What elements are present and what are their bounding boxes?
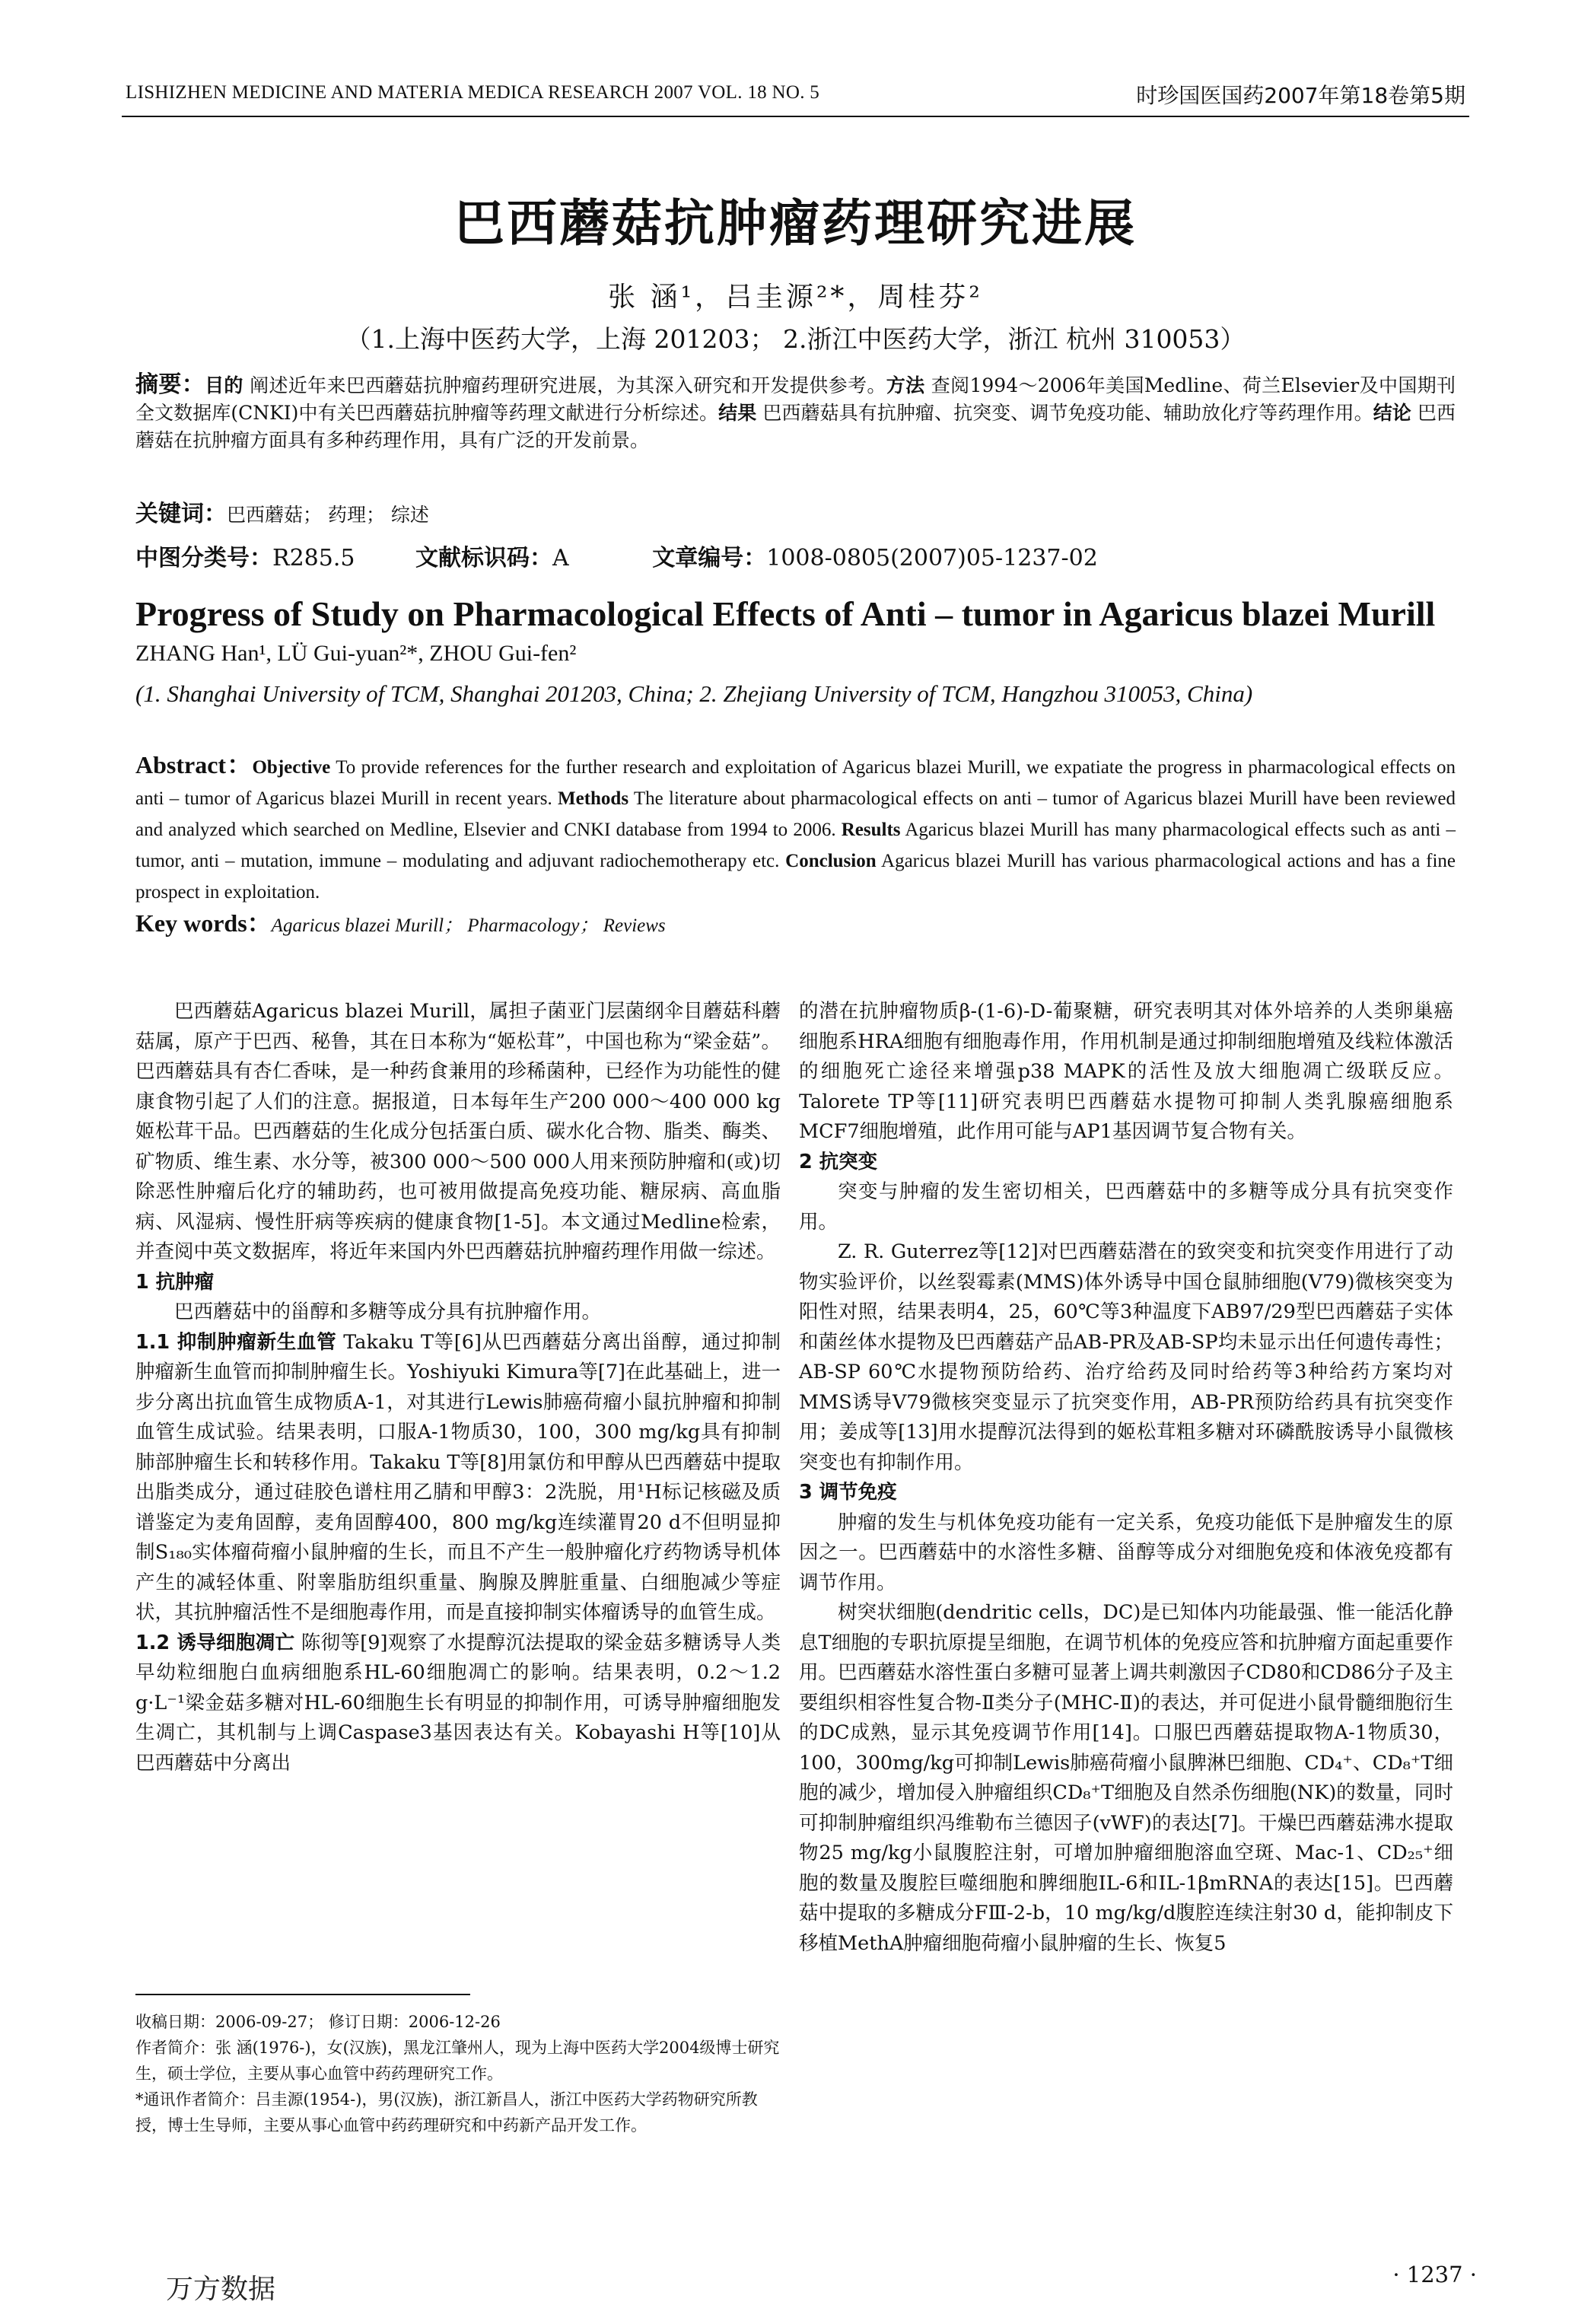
affiliations: （1.上海中医药大学，上海 201203； 2.浙江中医药大学，浙江 杭州 310053） [345, 324, 1246, 354]
section-3-paragraph-1: 肿瘤的发生与机体免疫功能有一定关系，免疫功能低下是肿瘤发生的原因之一。巴西蘑菇中的水溶性多糖、甾醇等成分对细胞免疫和体液免疫都有调节作用。 [799, 1511, 1453, 1594]
english-title: Progress of Study on Pharmacological Effects of Anti – tumor in Agaricus blazei Murill [135, 594, 1436, 633]
author-intro: 作者简介：张 涵(1976-)，女(汉族)，黑龙江肇州人，现为上海中医药大学2004级博士研究生，硕士学位，主要从事心血管中药药理研究工作。 [135, 2039, 780, 2083]
section-1-heading: 1 抗肿瘤 [135, 1270, 215, 1294]
english-keywords: Agaricus blazei Murill； Pharmacology； Reviews [271, 915, 666, 936]
section-1-paragraph: 巴西蘑菇中的甾醇和多糖等成分具有抗肿瘤作用。 [174, 1300, 602, 1323]
section-2-paragraph-1: 突变与肿瘤的发生密切相关，巴西蘑菇中的多糖等成分具有抗突变作用。 [799, 1180, 1453, 1234]
subsection-1-2: 1.2 诱导细胞凋亡 陈彻等[9]观察了水提醇沉法提取的梁金菇多糖诱导人类早幼粒细胞白血病细胞系HL-60细胞凋亡的影响。结果表明，0.2～1.2 g·L⁻¹梁金菇多糖对HL-60细胞生长有明显的抑制作用，可诱导肿瘤细胞发生凋亡，其机制与上调Caspase3基因表达有关。Kobayashi H等[10]从巴西蘑菇中分离出 [135, 1631, 781, 1775]
body-column-right [799, 997, 1453, 1959]
continued-paragraph: 的潜在抗肿瘤物质β-(1-6)-D-葡聚糖，研究表明其对体外培养的人类卵巢癌细胞系HRA细胞有细胞毒作用，作用机制是通过抑制细胞增殖及线粒体激活的细胞死亡途径来增强p38 MAPK的活性及放大细胞凋亡级联反应。Talorete TP等[11]研究表明巴西蘑菇水提物可抑制人类乳腺癌细胞系MCF7细胞增殖，此作用可能与AP1基因调节复合物有关。 [799, 1000, 1453, 1143]
body-column-left [135, 997, 781, 1778]
abstract-cn: 摘要：目的 阐述近年来巴西蘑菇抗肿瘤药理研究进展，为其深入研究和开发提供参考。方法 查阅1994～2006年美国Medline、荷兰Elsevier及中国期刊全文数据库(CNKI)中有关巴西蘑菇抗肿瘤等药理文献进行分析综述。结果 巴西蘑菇具有抗肿瘤、抗突变、调节免疫功能、辅助放化疗等药理作用。结论 巴西蘑菇在抗肿瘤方面具有多种药理作用，具有广泛的开发前景。 [135, 371, 1456, 451]
english-authors: ZHANG Han¹, LÜ Gui-yuan²*, ZHOU Gui-fen² [135, 641, 577, 666]
result-label: 结果 [718, 402, 757, 424]
intro-paragraph: 巴西蘑菇Agaricus blazei Murill，属担子菌亚门层菌纲伞目蘑菇科蘑菇属，原产于巴西、秘鲁，其在日本称为“姬松茸”，中国也称为“梁金菇”。巴西蘑菇具有杏仁香味，是一种药食兼用的珍稀菌种，已经作为功能性的健康食物引起了人们的注意。据报道，日本每年生产200 000～400 000 kg姬松茸干品。巴西蘑菇的生化成分包括蛋白质、碳水化合物、脂类、酶类、矿物质、维生素、水分等，被300 000～500 000人用来预防肿瘤和(或)切除恶性肿瘤后化疗的辅助药，也可被用做提高免疫功能、糖尿病、高血脂病、风湿病、慢性肝病等疾病的健康食物[1-5]。本文通过Medline检索，并查阅中英文数据库，将近年来国内外巴西蘑菇抗肿瘤药理作用做一综述。 [135, 1000, 781, 1263]
section-3-paragraph-2: 树突状细胞(dendritic cells，DC)是已知体内功能最强、惟一能活化静息T细胞的专职抗原提呈细胞，在调节机体的免疫应答和抗肿瘤方面起重要作用。巴西蘑菇水溶性蛋白多糖可显著上调共刺激因子CD80和CD86分子及主要组织相容性复合物-Ⅱ类分子(MHC-Ⅱ)的表达，并可促进小鼠骨髓细胞衍生的DC成熟，显示其免疫调节作用[14]。口服巴西蘑菇提取物A-1物质30，100，300mg/kg可抑制Lewis肺癌荷瘤小鼠脾淋巴细胞、CD₄⁺、CD₈⁺T细胞的减少，增加侵入肿瘤组织CD₈⁺T细胞及自然杀伤细胞(NK)的数量，同时可抑制肿瘤组织冯维勒布兰德因子(vWF)的表达[7]。干燥巴西蘑菇沸水提取物25 mg/kg小鼠腹腔注射，可增加肿瘤细胞溶血空斑、Mac-1、CD₂₅⁺细胞的数量及腹腔巨噬细胞和脾细胞IL-6和IL-1βmRNA的表达[15]。巴西蘑菇中提取的多糖成分FⅢ-2-b，10 mg/kg/d腹腔连续注射30 d，能抑制皮下移植MethA肿瘤细胞荷瘤小鼠肿瘤的生长、恢复5 [799, 1601, 1453, 1955]
method-label: 方法 [886, 374, 925, 396]
objective-text: 阐述近年来巴西蘑菇抗肿瘤药理研究进展，为其深入研究和开发提供参考。 [250, 374, 886, 396]
english-affiliations: (1. Shanghai University of TCM, Shanghai 201203, China; 2. Zhejiang University of TCM, Hangzhou 310053, China) [135, 680, 1253, 707]
watermark: 万方数据 [166, 2274, 276, 2305]
classification-line: 中图分类号：R285.5 文献标识码：A 文章编号：1008-0805(2007)05-1237-02 [135, 545, 1098, 571]
page-number: · 1237 · [1392, 2262, 1477, 2287]
received-date: 收稿日期：2006-09-27； 修订日期：2006-12-26 [135, 2013, 501, 2031]
section-3-heading: 3 调节免疫 [799, 1481, 897, 1504]
english-keywords-label: Key words： [135, 909, 272, 937]
method-text: 查阅1994～2006年美国Medline、荷兰Elsevier及中国期刊全文数据库(CNKI)中有关巴西蘑菇抗肿瘤等药理文献进行分析综述。 [135, 374, 1456, 424]
english-abstract: Abstract：Objective To provide references for the further research and exploitation of Agaricus blazei Murill, we expatiate the progress in pharmacological effects on anti – tumor of Agaricus blazei Murill in recent years. Methods The literature about pharmacological effects on anti – tumor of Agaricus blazei Murill have been reviewed and analyzed which searched on Medline, Elsevier and CNKI database from 1994 to 2006. Results Agaricus blazei Murill has many pharmacological effects such as anti – tumor, anti – mutation, immune – modulating and adjuvant radiochemotherapy etc. Conclusion Agaricus blazei Murill has various pharmacological actions and has a fine prospect in exploitation. Key words：Agaricus blazei Murill； Pharmacology； Reviews [135, 751, 1456, 937]
section-2-paragraph-2: Z. R. Guterrez等[12]对巴西蘑菇潜在的致突变和抗突变作用进行了动物实验评价，以丝裂霉素(MMS)体外诱导中国仓鼠肺细胞(V79)微核突变为阳性对照，结果表明4，25，60℃等3种温度下AB97/29型巴西蘑菇子实体和菌丝体水提物及巴西蘑菇产品AB-PR及AB-SP均未显示出任何遗传毒性；AB-SP 60℃水提物预防给药、治疗给药及同时给药等3种给药方案均对MMS诱导V79微核突变显示了抗突变作用，AB-PR预防给药具有抗突变作用；姜成等[13]用水提醇沉法得到的姬松茸粗多糖对环磷酰胺诱导小鼠微核突变也有抑制作用。 [799, 1240, 1453, 1474]
conclusion-text: 巴西蘑菇在抗肿瘤方面具有多种药理作用，具有广泛的开发前景。 [135, 402, 1456, 451]
result-text: 巴西蘑菇具有抗肿瘤、抗突变、调节免疫功能、辅助放化疗等药理作用。 [762, 402, 1373, 424]
journal-header-english: LISHIZHEN MEDICINE AND MATERIA MEDICA RESEARCH 2007 VOL. 18 NO. 5 [126, 82, 820, 103]
section-2-heading: 2 抗突变 [799, 1150, 878, 1173]
footnote-rule [135, 1994, 470, 1995]
corresponding-author: *通讯作者简介：吕圭源(1954-)，男(汉族)，浙江新昌人，浙江中医药大学药物研究所教授，博士生导师，主要从事心血管中药药理研究和中药新产品开发工作。 [135, 2090, 758, 2135]
objective-label: 目的 [205, 374, 243, 396]
authors: 张 涵¹，吕圭源²*，周桂芬² [608, 282, 983, 313]
article-title: 巴西蘑菇抗肿瘤药理研究进展 [454, 194, 1137, 253]
keywords-cn: 关键词：巴西蘑菇； 药理； 综述 [135, 501, 429, 527]
journal-header-chinese: 时珍国医国药2007年第18卷第5期 [1136, 83, 1465, 108]
header-rule [122, 116, 1469, 117]
conclusion-label: 结论 [1373, 402, 1411, 424]
footnotes [135, 2009, 781, 2138]
subsection-1-1: 1.1 抑制肿瘤新生血管 Takaku T等[6]从巴西蘑菇分离出甾醇，通过抑制肿瘤新生血管而抑制肿瘤生长。Yoshiyuki Kimura等[7]在此基础上，进一步分离出抗血管生成物质A-1，对其进行Lewis肺癌荷瘤小鼠抗肿瘤和抑制血管生成试验。结果表明，口服A-1物质30，100，300 mg/kg具有抑制肺部肿瘤生长和转移作用。Takaku T等[8]用氯仿和甲醇从巴西蘑菇中提取出脂类成分，通过硅胶色谱柱用乙腈和甲醇3：2洗脱，用¹H标记核磁及质谱鉴定为麦角固醇，麦角固醇400，800 mg/kg连续灌胃20 d不但明显抑制S₁₈₀实体瘤荷瘤小鼠肿瘤的生长，而且不产生一般肿瘤化疗药物诱导机体产生的减轻体重、附睾脂肪组织重量、胸腺及脾脏重量、白细胞减少等症状，其抗肿瘤活性不是细胞毒作用，而是直接抑制实体瘤诱导的血管生成。 [135, 1330, 781, 1624]
